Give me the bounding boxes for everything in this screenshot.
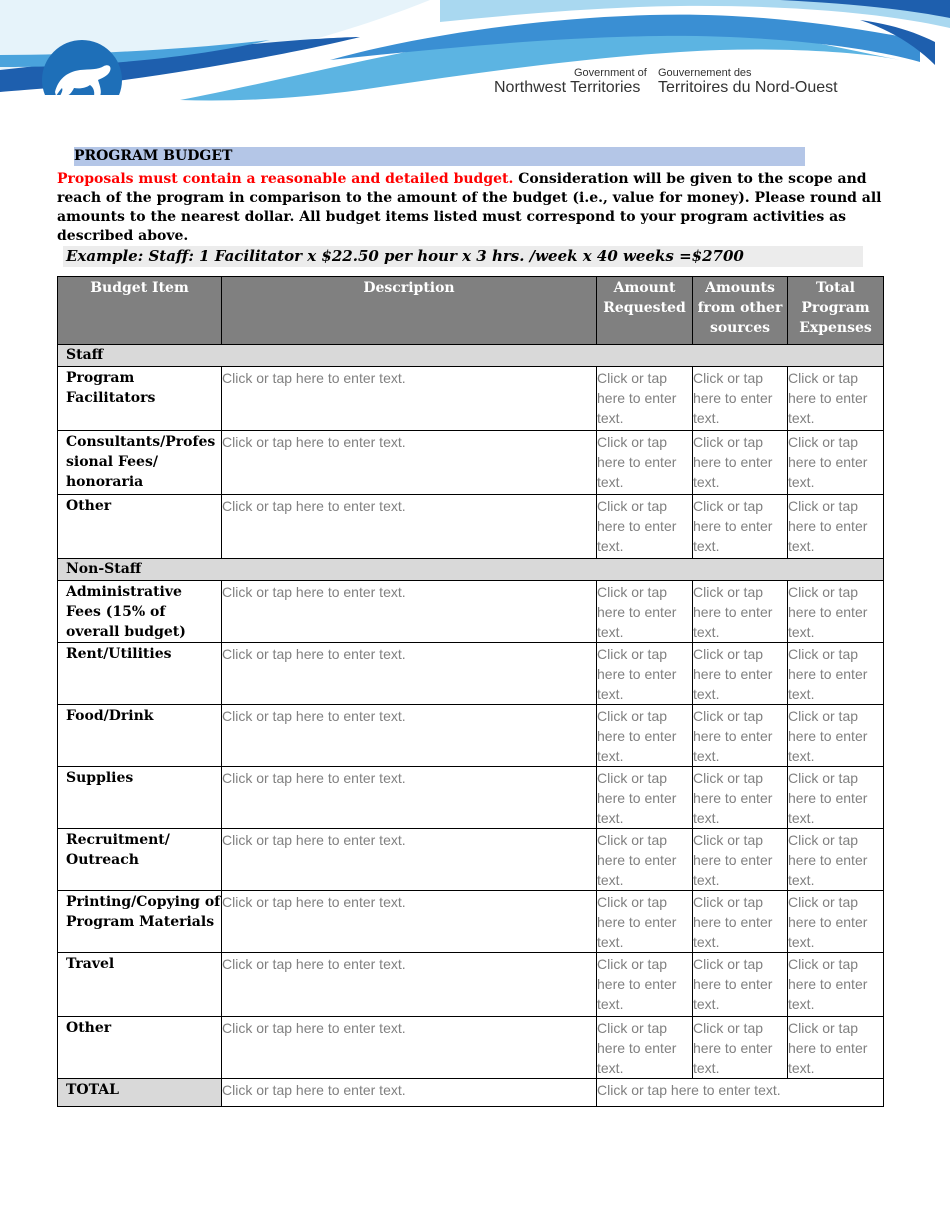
- table-row: [58, 891, 884, 953]
- other-sources-input[interactable]: Click or tap here to enter text.: [693, 891, 788, 953]
- budget-item-label: Rent/Utilities: [58, 643, 222, 705]
- budget-item-label: Supplies: [58, 767, 222, 829]
- intro-text: Consideration will be given to the scope and reach of the program in comparison to the amount of the budget (i.e., value for money). Please round all amounts to the nearest dollar. All budget items listed must correspond to your program activities as described above.: [57, 171, 882, 244]
- other-sources-input[interactable]: Click or tap here to enter text.: [693, 1017, 788, 1079]
- amount-requested-input[interactable]: Click or tap here to enter text.: [597, 829, 693, 891]
- table-row: [58, 367, 884, 431]
- header-description: Description: [222, 277, 597, 345]
- amount-requested-input[interactable]: Click or tap here to enter text.: [597, 891, 693, 953]
- description-input[interactable]: Click or tap here to enter text.: [222, 705, 597, 767]
- other-sources-input[interactable]: Click or tap here to enter text.: [693, 767, 788, 829]
- budget-item-label: Recruitment/ Outreach: [58, 829, 222, 891]
- budget-item-label: Food/Drink: [58, 705, 222, 767]
- section-label: Non-Staff: [58, 559, 884, 581]
- example-line: Example: Staff: 1 Facilitator x $22.50 per hour x 3 hrs. /week x 40 weeks =$2700: [63, 246, 863, 267]
- amount-requested-input[interactable]: Click or tap here to enter text.: [597, 431, 693, 495]
- section-row-non-staff: [58, 559, 884, 581]
- amount-requested-input[interactable]: Click or tap here to enter text.: [597, 953, 693, 1017]
- amount-requested-input[interactable]: Click or tap here to enter text.: [597, 495, 693, 559]
- header-budget-item: Budget Item: [58, 277, 222, 345]
- other-sources-input[interactable]: Click or tap here to enter text.: [693, 367, 788, 431]
- table-row: [58, 581, 884, 643]
- gov-en-small: Government of: [574, 67, 647, 79]
- total-expenses-input[interactable]: Click or tap here to enter text.: [788, 829, 884, 891]
- budget-item-label: Other: [58, 1017, 222, 1079]
- description-input[interactable]: Click or tap here to enter text.: [222, 431, 597, 495]
- table-row: [58, 953, 884, 1017]
- total-expenses-input[interactable]: Click or tap here to enter text.: [788, 495, 884, 559]
- other-sources-input[interactable]: Click or tap here to enter text.: [693, 829, 788, 891]
- budget-item-label: Program Facilitators: [58, 367, 222, 431]
- table-row: [58, 1017, 884, 1079]
- description-input[interactable]: Click or tap here to enter text.: [222, 829, 597, 891]
- total-expenses-input[interactable]: Click or tap here to enter text.: [788, 581, 884, 643]
- section-label: Staff: [58, 345, 884, 367]
- other-sources-input[interactable]: Click or tap here to enter text.: [693, 705, 788, 767]
- amount-requested-input[interactable]: Click or tap here to enter text.: [597, 767, 693, 829]
- amount-requested-input[interactable]: Click or tap here to enter text.: [597, 643, 693, 705]
- total-label: TOTAL: [58, 1079, 222, 1107]
- total-amount-input[interactable]: Click or tap here to enter text.: [597, 1079, 884, 1107]
- intro-red-text: Proposals must contain a reasonable and detailed budget.: [57, 171, 514, 187]
- header-amount-requested: Amount Requested: [597, 277, 693, 345]
- header-banner: [0, 0, 950, 110]
- description-input[interactable]: Click or tap here to enter text.: [222, 953, 597, 1017]
- table-row: [58, 643, 884, 705]
- other-sources-input[interactable]: Click or tap here to enter text.: [693, 643, 788, 705]
- amount-requested-input[interactable]: Click or tap here to enter text.: [597, 581, 693, 643]
- total-expenses-input[interactable]: Click or tap here to enter text.: [788, 891, 884, 953]
- budget-item-label: Travel: [58, 953, 222, 1017]
- amount-requested-input[interactable]: Click or tap here to enter text.: [597, 1017, 693, 1079]
- description-input[interactable]: Click or tap here to enter text.: [222, 1017, 597, 1079]
- amount-requested-input[interactable]: Click or tap here to enter text.: [597, 367, 693, 431]
- other-sources-input[interactable]: Click or tap here to enter text.: [693, 495, 788, 559]
- description-input[interactable]: Click or tap here to enter text.: [222, 643, 597, 705]
- budget-item-label: Other: [58, 495, 222, 559]
- description-input[interactable]: Click or tap here to enter text.: [222, 767, 597, 829]
- budget-item-label: Administrative Fees (15% of overall budget): [58, 581, 222, 643]
- header-total-expenses: Total Program Expenses: [788, 277, 884, 345]
- budget-item-label: Consultants/Professional Fees/ honoraria: [58, 431, 222, 495]
- other-sources-input[interactable]: Click or tap here to enter text.: [693, 431, 788, 495]
- total-row: [58, 1079, 884, 1107]
- description-input[interactable]: Click or tap here to enter text.: [222, 367, 597, 431]
- other-sources-input[interactable]: Click or tap here to enter text.: [693, 581, 788, 643]
- gov-fr-small: Gouvernement des: [658, 67, 752, 79]
- description-input[interactable]: Click or tap here to enter text.: [222, 495, 597, 559]
- budget-item-label: Printing/Copying of Program Materials: [58, 891, 222, 953]
- table-row: [58, 829, 884, 891]
- gov-en-big: Northwest Territories: [494, 79, 641, 96]
- total-expenses-input[interactable]: Click or tap here to enter text.: [788, 767, 884, 829]
- description-input[interactable]: Click or tap here to enter text.: [222, 891, 597, 953]
- other-sources-input[interactable]: Click or tap here to enter text.: [693, 953, 788, 1017]
- header-other-sources: Amounts from other sources: [693, 277, 788, 345]
- total-expenses-input[interactable]: Click or tap here to enter text.: [788, 953, 884, 1017]
- total-description-input[interactable]: Click or tap here to enter text.: [222, 1079, 597, 1107]
- table-row: [58, 495, 884, 559]
- total-expenses-input[interactable]: Click or tap here to enter text.: [788, 1017, 884, 1079]
- total-expenses-input[interactable]: Click or tap here to enter text.: [788, 705, 884, 767]
- table-row: [58, 705, 884, 767]
- section-title: PROGRAM BUDGET: [74, 147, 805, 166]
- table-row: [58, 767, 884, 829]
- gov-fr-big: Territoires du Nord-Ouest: [658, 79, 838, 96]
- header-row: [58, 277, 884, 345]
- table-row: [58, 431, 884, 495]
- total-expenses-input[interactable]: Click or tap here to enter text.: [788, 367, 884, 431]
- total-expenses-input[interactable]: Click or tap here to enter text.: [788, 643, 884, 705]
- intro-paragraph: [57, 170, 897, 246]
- description-input[interactable]: Click or tap here to enter text.: [222, 581, 597, 643]
- section-row-staff: [58, 345, 884, 367]
- budget-table: [57, 276, 884, 1107]
- amount-requested-input[interactable]: Click or tap here to enter text.: [597, 705, 693, 767]
- total-expenses-input[interactable]: Click or tap here to enter text.: [788, 431, 884, 495]
